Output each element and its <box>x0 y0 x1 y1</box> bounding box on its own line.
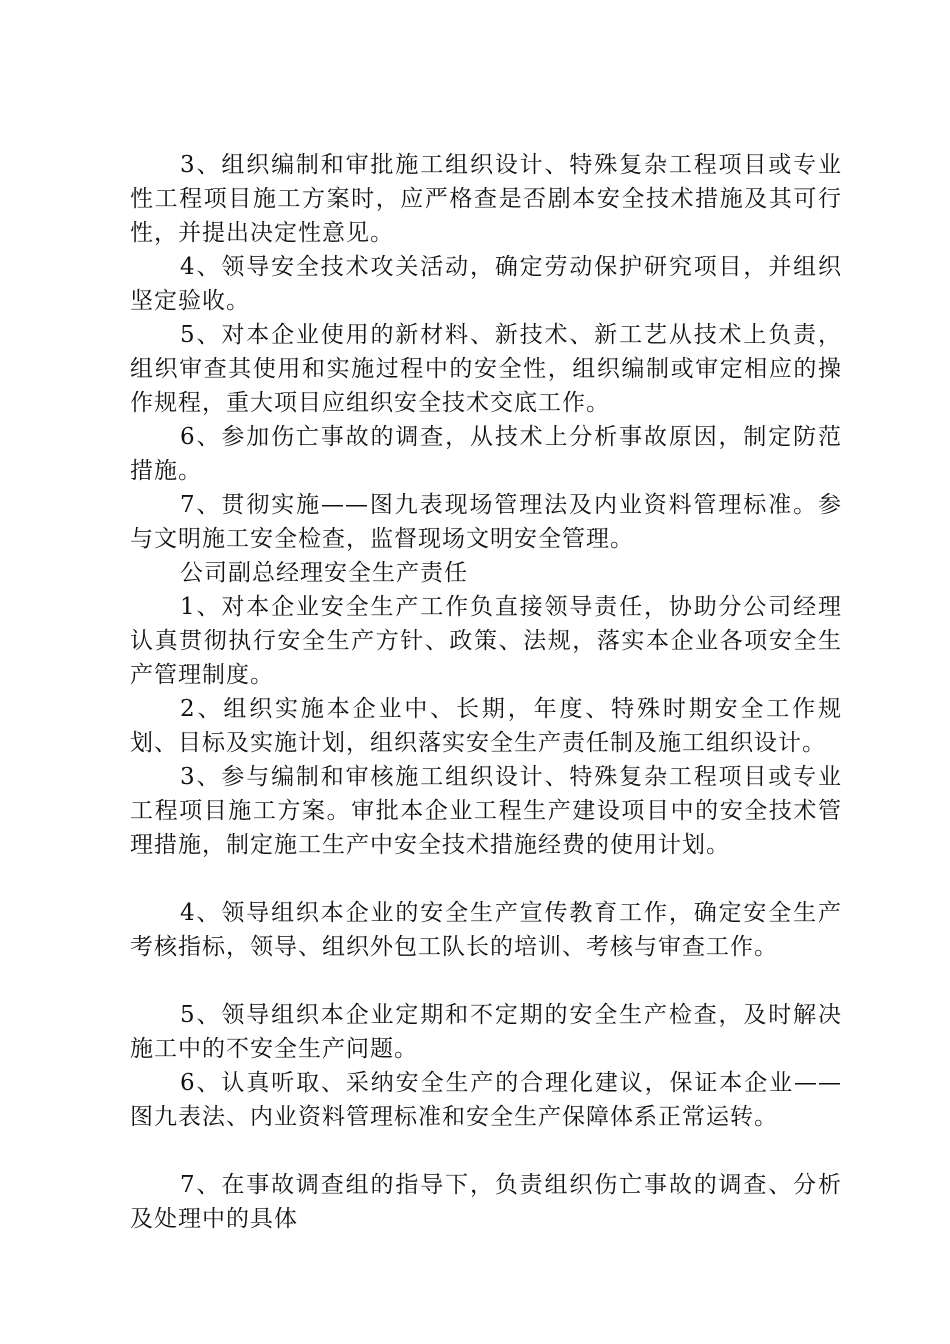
paragraph-chief-engineer-7: 7、贯彻实施——图九表现场管理法及内业资料管理标准。参与文明施工安全检查，监督现场文明安全管理。 <box>130 492 842 552</box>
document-body <box>130 148 842 1236</box>
paragraph-chief-engineer-6: 6、参加伤亡事故的调查，从技术上分析事故原因，制定防范措施。 <box>130 424 842 484</box>
paragraph-deputy-4: 4、领导组织本企业的安全生产宣传教育工作，确定安全生产考核指标，领导、组织外包工队长的培训、考核与审查工作。 <box>130 900 842 960</box>
section-heading-deputy-manager: 公司副总经理安全生产责任 <box>180 560 468 586</box>
paragraph-chief-engineer-5: 5、对本企业使用的新材料、新技术、新工艺从技术上负责，组织审查其使用和实施过程中的安全性，组织编制或审定相应的操作规程，重大项目应组织安全技术交底工作。 <box>130 322 842 416</box>
paragraph-deputy-2: 2、组织实施本企业中、长期，年度、特殊时期安全工作规划、目标及实施计划，组织落实安全生产责任制及施工组织设计。 <box>130 696 842 756</box>
paragraph-deputy-6: 6、认真听取、采纳安全生产的合理化建议，保证本企业——图九表法、内业资料管理标准和安全生产保障体系正常运转。 <box>130 1070 842 1130</box>
paragraph-deputy-7: 7、在事故调查组的指导下，负责组织伤亡事故的调查、分析及处理中的具体 <box>130 1172 842 1232</box>
paragraph-deputy-3: 3、参与编制和审核施工组织设计、特殊复杂工程项目或专业工程项目施工方案。审批本企业工程生产建设项目中的安全技术管理措施，制定施工生产中安全技术措施经费的使用计划。 <box>130 764 842 858</box>
paragraph-deputy-1: 1、对本企业安全生产工作负直接领导责任，协助分公司经理认真贯彻执行安全生产方针、政策、法规，落实本企业各项安全生产管理制度。 <box>130 594 842 688</box>
paragraph-chief-engineer-4: 4、领导安全技术攻关活动，确定劳动保护研究项目，并组织坚定验收。 <box>130 254 842 314</box>
paragraph-deputy-5: 5、领导组织本企业定期和不定期的安全生产检查，及时解决施工中的不安全生产问题。 <box>130 1002 842 1062</box>
paragraph-chief-engineer-3: 3、组织编制和审批施工组织设计、特殊复杂工程项目或专业性工程项目施工方案时，应严格查是否剧本安全技术措施及其可行性，并提出决定性意见。 <box>130 152 842 246</box>
